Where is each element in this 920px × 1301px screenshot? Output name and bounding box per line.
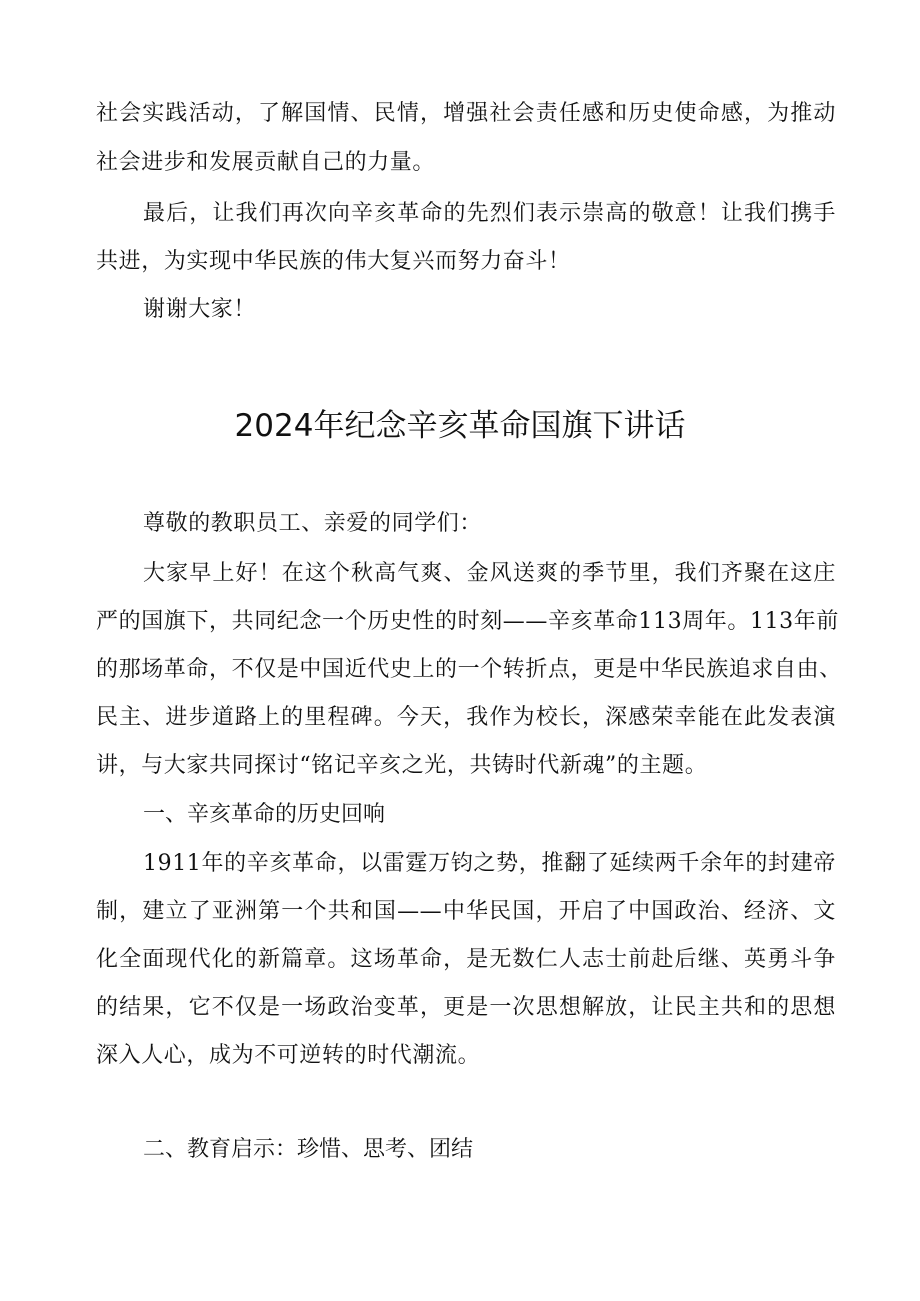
speech-title: 2024年纪念辛亥革命国旗下讲话 bbox=[234, 408, 686, 444]
closing-line-2: 共进，为实现中华民族的伟大复兴而努力奋斗！ bbox=[96, 249, 571, 274]
salutation: 尊敬的教职员工、亲爱的同学们： bbox=[143, 511, 483, 536]
thanks-text: 谢谢大家！ bbox=[143, 297, 257, 322]
intro-line-5: 讲，与大家共同探讨“铭记辛亥之光，共铸时代新魂”的主题。 bbox=[96, 753, 708, 778]
intro-line-3: 的那场革命，不仅是中国近代史上的一个转折点，更是中华民族追求自由、 bbox=[96, 657, 842, 682]
intro-line-1: 大家早上好！在这个秋高气爽、金风送爽的季节里，我们齐聚在这庄 bbox=[143, 561, 836, 586]
section-1-line-1: 1911年的辛亥革命，以雷霆万钧之势，推翻了延续两千余年的封建帝 bbox=[143, 851, 836, 876]
section-1-line-5: 深入人心，成为不可逆转的时代潮流。 bbox=[96, 1043, 481, 1068]
section-1-line-4: 的结果，它不仅是一场政治变革，更是一次思想解放，让民主共和的思想 bbox=[96, 995, 836, 1020]
section-1-heading: 一、辛亥革命的历史回响 bbox=[143, 802, 386, 827]
section-1-line-2: 制，建立了亚洲第一个共和国——中华民国，开启了中国政治、经济、文 bbox=[96, 899, 836, 924]
continuation-line-2: 社会进步和发展贡献自己的力量。 bbox=[96, 150, 436, 175]
intro-line-2: 严的国旗下，共同纪念一个历史性的时刻——辛亥革命113周年。113年前 bbox=[96, 609, 839, 634]
section-1-line-3: 化全面现代化的新篇章。这场革命，是无数仁人志士前赴后继、英勇斗争 bbox=[96, 947, 836, 972]
continuation-line-1: 社会实践活动，了解国情、民情，增强社会责任感和历史使命感，为推动 bbox=[96, 101, 836, 126]
closing-line-1: 最后，让我们再次向辛亥革命的先烈们表示崇高的敬意！让我们携手 bbox=[143, 201, 836, 226]
intro-line-4: 民主、进步道路上的里程碑。今天，我作为校长，深感荣幸能在此发表演 bbox=[96, 705, 836, 730]
section-2-heading: 二、教育启示：珍惜、思考、团结 bbox=[143, 1137, 474, 1162]
